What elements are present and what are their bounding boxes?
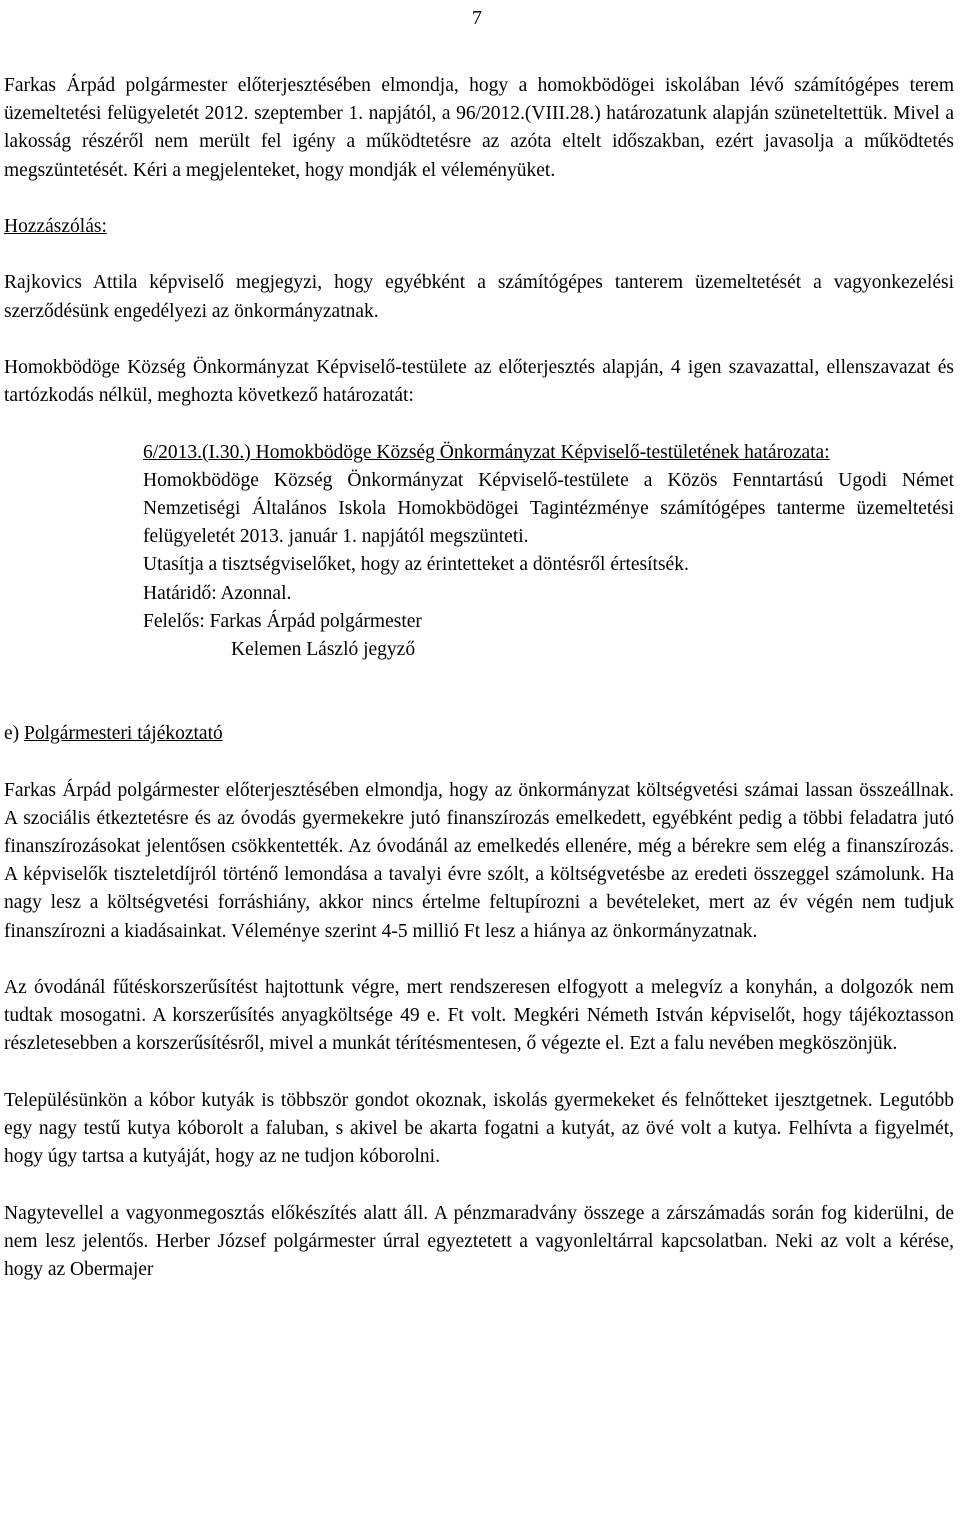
resolution-responsible: Felelős: Farkas Árpád polgármester [143, 610, 422, 632]
comment-paragraph: Rajkovics Attila képviselő megjegyzi, hogy egyébként a számítógépes tanterem üzemeltetését a vagyonkezelési szerződésünk engedélyezi az önkormányzatnak. [4, 272, 954, 322]
section-e-title: Polgármesteri tájékoztató [24, 723, 223, 745]
report-paragraph-1: Farkas Árpád polgármester előterjesztésében elmondja, hogy az önkormányzat költségvetési számai lassan összeállnak. A szociális étkeztetésre és az óvodás gyermekekre jutó finanszírozás emelkedett, egyébként pedig a többi feladatra jutó finanszírozásokat jelentősen csökkentették. Az óvodánál az emelkedés ellenére, még a bérekre sem elég a finanszírozás. A képviselők tiszteletdíjról történő lemondása a tavalyi évre szólt, a költségvetésbe az eredeti összeggel számolunk. Ha nagy lesz a költségvetési forráshiány, akkor nincs értelme feltupírozni a bevételeket, mert az év végén nem tudjuk finanszírozni a kiadásainkat. Véleménye szerint 4-5 millió Ft lesz a hiánya az önkormányzatnak. [4, 779, 954, 942]
comment-heading: Hozzászólás: [4, 216, 107, 237]
resolution-deadline: Határidő: Azonnal. [143, 582, 292, 604]
page-number: 7 [472, 7, 482, 29]
section-e-heading [4, 720, 954, 748]
report-paragraph-4: Nagytevellel a vagyonmegosztás előkészítés alatt áll. A pénzmaradvány összege a zárszámadás során fog kiderülni, de nem lesz jelentős. Herber József polgármester úrral egyeztetett a vagyonleltárral kapcsolatban. Neki az volt a kérése, hogy az Obermajer [4, 1202, 954, 1280]
resolution-instruction: Utasítja a tisztségviselőket, hogy az érintetteket a döntésről értesítsék. [143, 554, 689, 576]
resolution-title: 6/2013.(I.30.) Homokbödöge Község Önkormányzat Képviselő-testületének határozata: [143, 441, 830, 463]
section-e-prefix: e) [4, 723, 20, 745]
resolution-responsible-second: Kelemen László jegyző [231, 639, 416, 660]
document-body [4, 72, 954, 1312]
resolution-block [143, 439, 954, 665]
report-paragraph-3: Településünkön a kóbor kutyák is többször gondot okoznak, iskolás gyermekeket és felnőtteket ijesztgetnek. Legutóbb egy nagy testű kutya kóborolt a faluban, s akivel be akarta fogatni a kutyát, az övé volt a kutya. Felhívta a figyelmét, hogy úgy tartsa a kutyáját, hogy az ne tudjon kóborolni. [4, 1089, 954, 1168]
resolution-body: Homokbödöge Község Önkormányzat Képviselő-testülete a Közös Fenntartású Ugodi Német Nemzetiségi Általános Iskola Homokbödögei Tagintézménye számítógépes tanterme üzemeltetési felügyeletét 2013. január 1. napjától megszünteti. [143, 469, 954, 548]
report-paragraph-2: Az óvodánál fűtéskorszerűsítést hajtottunk végre, mert rendszeresen elfogyott a melegvíz a konyhán, a dolgozók nem tudtak mosogatni. A korszerűsítés anyagköltsége 49 e. Ft volt. Megkéri Németh István képviselőt, hogy tájékoztasson részletesebben a korszerűsítésről, mivel a munkát térítésmentesen, ő végezte el. Ezt a falu nevében megköszönjük. [4, 977, 954, 1055]
intro-paragraph: Farkas Árpád polgármester előterjesztésében elmondja, hogy a homokbödögei iskolában lévő számítógépes terem üzemeltetési felügyeletét 2012. szeptember 1. napjától, a 96/2012.(VIII.28.) határozatunk alapján szüneteltettük. Mivel a lakosság részéről nem merült fel igény a működtetésre az azóta eltelt időszakban, ezért javasolja a működtetés megszüntetését. Kéri a megjelenteket, hogy mondják el véleményüket. [4, 75, 954, 181]
vote-paragraph: Homokbödöge Község Önkormányzat Képviselő-testülete az előterjesztés alapján, 4 igen szavazattal, ellenszavazat és tartózkodás nélkül, meghozta következő határozatát: [4, 356, 954, 407]
